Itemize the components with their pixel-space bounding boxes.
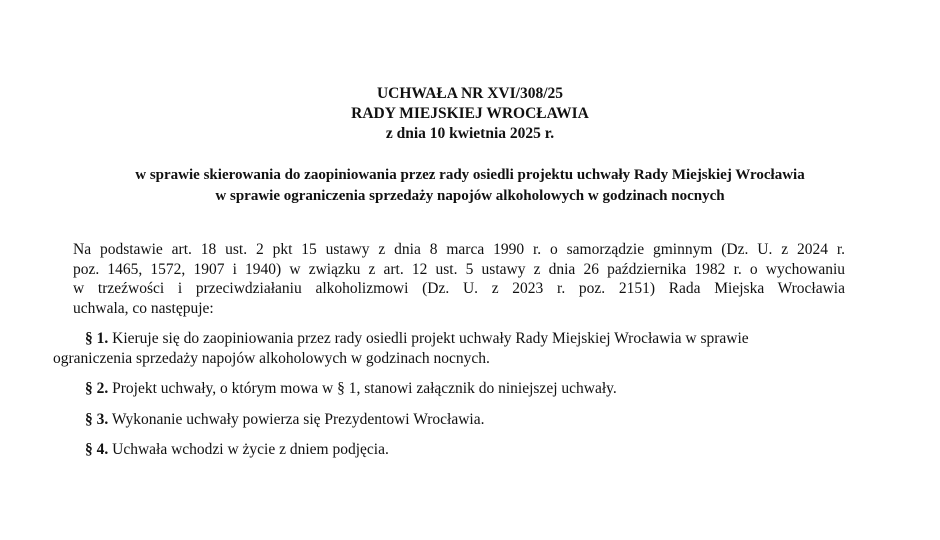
resolution-subject <box>0 165 940 207</box>
paragraph-4 <box>53 440 845 460</box>
paragraph-2 <box>53 379 845 399</box>
subject-line-2: w sprawie ograniczenia sprzedaży napojów alkoholowych w godzinach nocnych <box>215 188 725 204</box>
paragraph-2-mark: § 2. <box>85 380 109 397</box>
resolution-date: z dnia 10 kwietnia 2025 r. <box>385 125 555 142</box>
paragraph-4-text: Uchwała wchodzi w życie z dniem podjęcia. <box>108 441 389 458</box>
paragraph-1 <box>53 329 845 368</box>
paragraph-2-text: Projekt uchwały, o którym mowa w § 1, stanowi załącznik do niniejszej uchwały. <box>108 380 617 397</box>
paragraph-4-mark: § 4. <box>85 441 109 458</box>
subject-line-1: w sprawie skierowania do zaopiniowania przez rady osiedli projektu uchwały Rady Miejskiej Wrocławia <box>135 167 805 183</box>
resolution-header <box>0 84 940 144</box>
paragraph-1-mark: § 1. <box>85 330 109 347</box>
preamble-line-2: poz. 1465, 1572, 1907 i 1940) w związku z art. 12 ust. 5 ustawy z dnia 26 października 1982 r. o wychowaniu <box>73 260 845 278</box>
paragraph-3 <box>53 410 845 430</box>
paragraph-1-text: Kieruje się do zaopiniowania przez rady osiedli projekt uchwały Rady Miejskiej Wrocławia w sprawie <box>108 330 749 347</box>
preamble-line-1: Na podstawie art. 18 ust. 2 pkt 15 ustawy z dnia 8 marca 1990 r. o samorządzie gminnym (Dz. U. z 2024 r. <box>73 241 845 258</box>
preamble-line-4: uchwala, co następuje: <box>73 299 214 317</box>
paragraph-3-mark: § 3. <box>85 410 109 428</box>
paragraph-1-text-cont: ograniczenia sprzedaży napojów alkoholowych w godzinach nocnych. <box>53 349 490 367</box>
resolution-number: UCHWAŁA NR XVI/308/25 <box>376 85 563 102</box>
resolution-body <box>53 240 845 460</box>
preamble-line-3: w trzeźwości i przeciwdziałaniu alkoholizmowi (Dz. U. z 2023 r. poz. 2151) Rada Miejska Wrocławia <box>73 280 845 297</box>
resolution-council: RADY MIEJSKIEJ WROCŁAWIA <box>351 105 589 122</box>
legal-basis-preamble <box>53 240 845 318</box>
paragraph-3-text: Wykonanie uchwały powierza się Prezydentowi Wrocławia. <box>108 410 485 428</box>
